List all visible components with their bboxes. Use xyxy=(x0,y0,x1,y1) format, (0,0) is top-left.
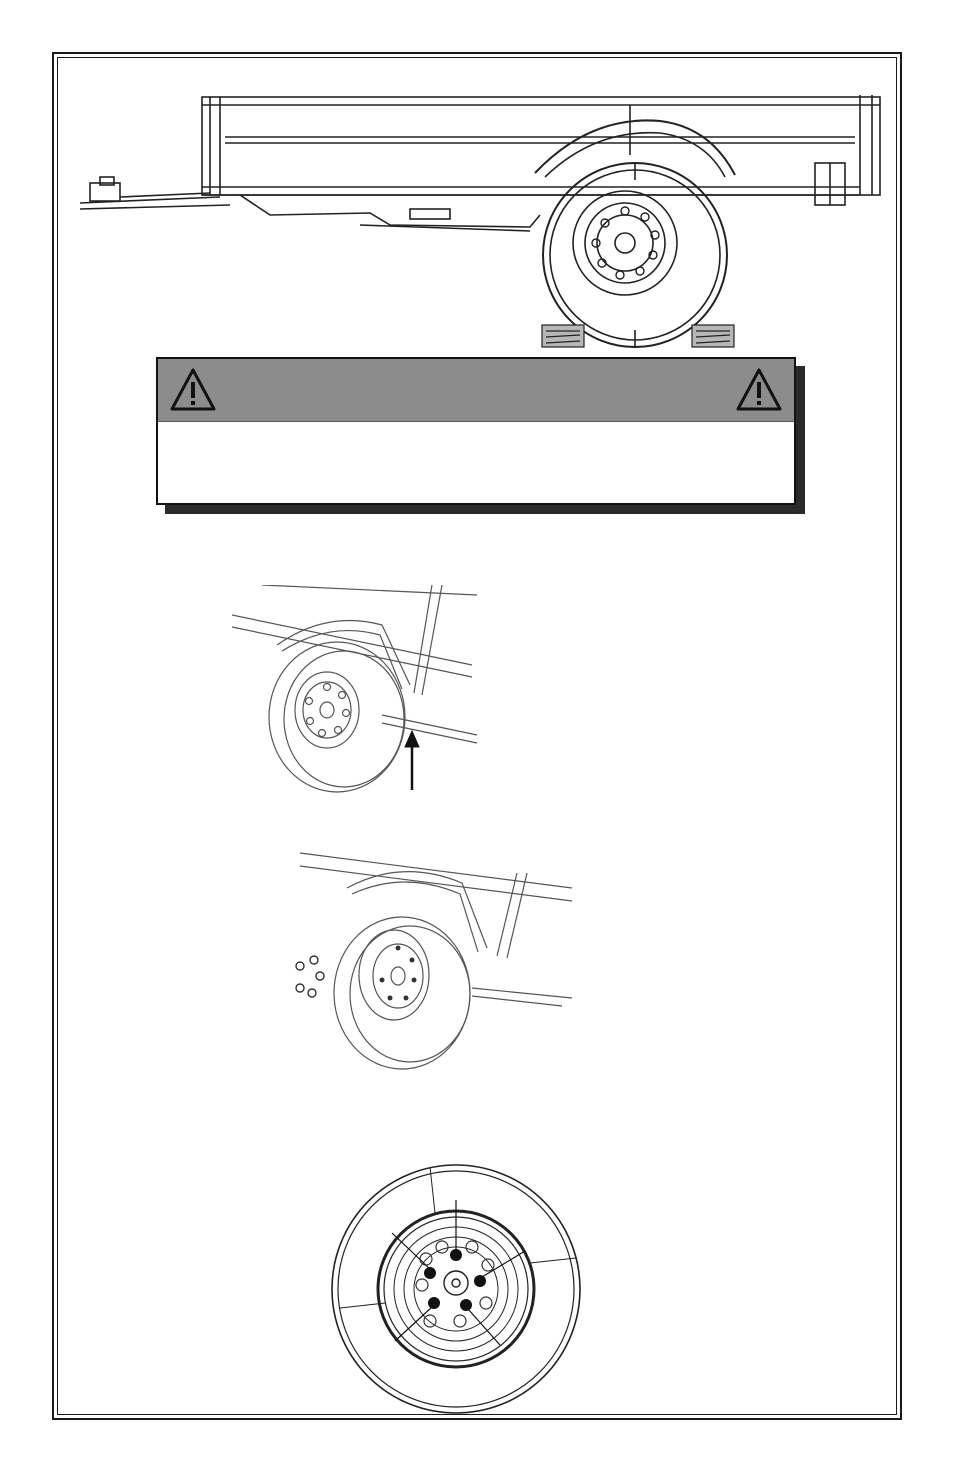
trailer-bed xyxy=(202,97,880,195)
wheel-removal-figure xyxy=(292,848,577,1073)
lug-nut xyxy=(296,984,304,992)
lug-nut xyxy=(296,962,304,970)
removed-lug-nuts xyxy=(296,956,324,997)
lug-nut xyxy=(308,989,316,997)
warning-triangle-icon xyxy=(170,367,216,413)
trailer-side-view-figure xyxy=(70,85,890,350)
lug-holes xyxy=(592,207,659,279)
lug-studs xyxy=(380,946,417,1001)
jack-point-arrow xyxy=(405,731,419,790)
warning-body-text xyxy=(172,431,780,493)
trailer-tire xyxy=(543,163,727,347)
warning-triangle-icon xyxy=(736,367,782,413)
warning-header xyxy=(158,359,794,422)
lug-nut-pattern-figure xyxy=(330,1163,582,1415)
lug-holes xyxy=(306,684,350,737)
wheel-chocks xyxy=(542,325,734,347)
rim xyxy=(359,930,429,1020)
jack-support-figure xyxy=(232,585,480,800)
lug-nut xyxy=(310,956,318,964)
tire xyxy=(334,917,470,1069)
warning-box xyxy=(156,357,796,505)
lug-nut xyxy=(316,972,324,980)
hub xyxy=(444,1271,468,1295)
lug-nuts xyxy=(424,1249,486,1311)
trailer-tongue xyxy=(80,197,220,203)
